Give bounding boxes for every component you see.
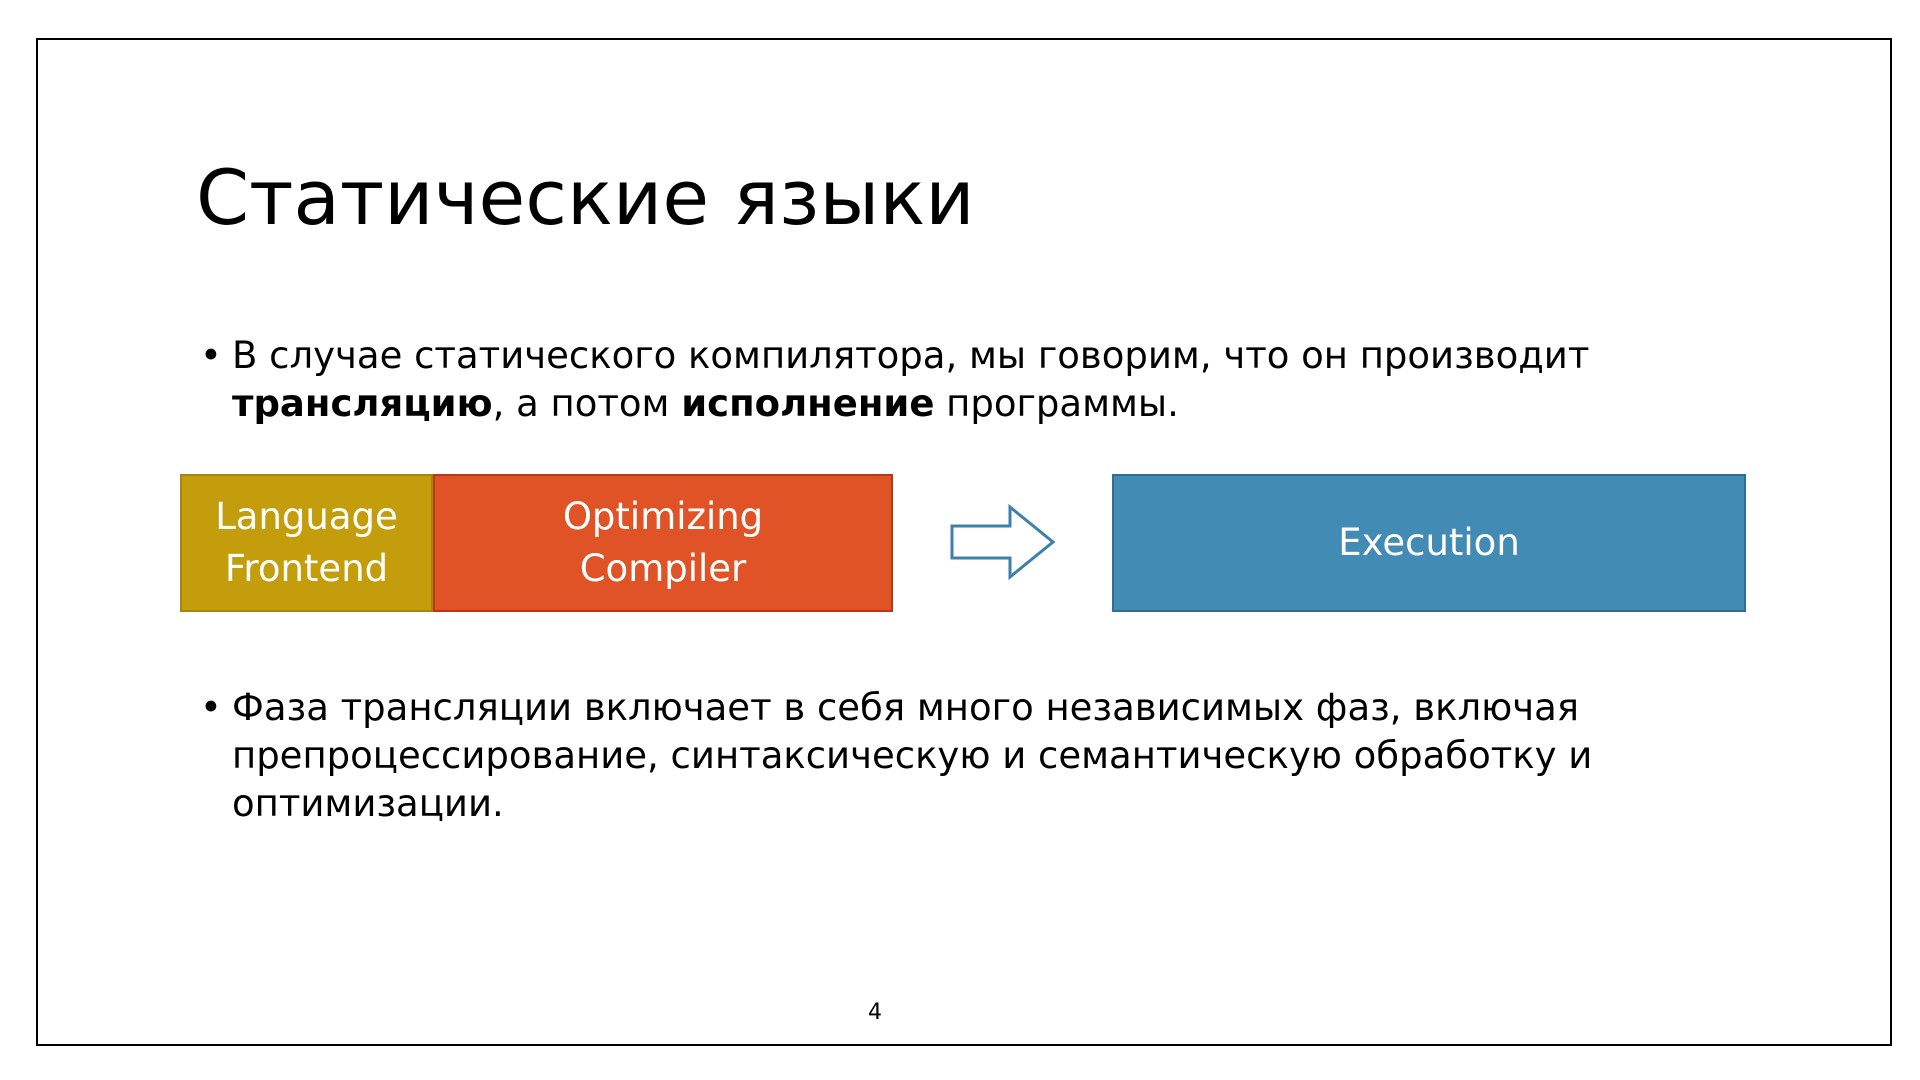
bullet-item-translation-phases: [200, 684, 1620, 828]
frontend-label-line-1: Language: [215, 495, 398, 538]
compiler-label-line-2: Compiler: [579, 547, 747, 590]
compiler-label-line-1: Optimizing: [562, 495, 764, 538]
page-number: 4: [868, 1000, 882, 1025]
language-frontend-box: [180, 474, 433, 612]
bullet-text: Фаза трансляции включает в себя много независимых фаз, включая препроцессирование, синтаксическую и семантическую обработку и оптимизации.: [232, 686, 1593, 825]
bullet-text-part: , а потом: [492, 382, 682, 425]
bullet-text-part: программы.: [934, 382, 1179, 425]
frontend-label-line-2: Frontend: [224, 547, 389, 590]
bullet-dot-icon: •: [200, 334, 222, 377]
execution-label: Execution: [1338, 521, 1520, 564]
bold-term-translation: трансляцию: [232, 382, 493, 425]
slide-title: Статические языки: [196, 153, 975, 242]
bullet-dot-icon: •: [200, 686, 222, 729]
optimizing-compiler-box: [433, 474, 893, 612]
bullet-text: [232, 332, 1620, 428]
bold-term-execution: исполнение: [681, 382, 935, 425]
execution-box: [1112, 474, 1746, 612]
bullet-item-translation: [200, 332, 1620, 428]
bullet-text-part: В случае статического компилятора, мы говорим, что он производит: [232, 334, 1590, 377]
right-arrow-outline-icon: [950, 504, 1056, 580]
